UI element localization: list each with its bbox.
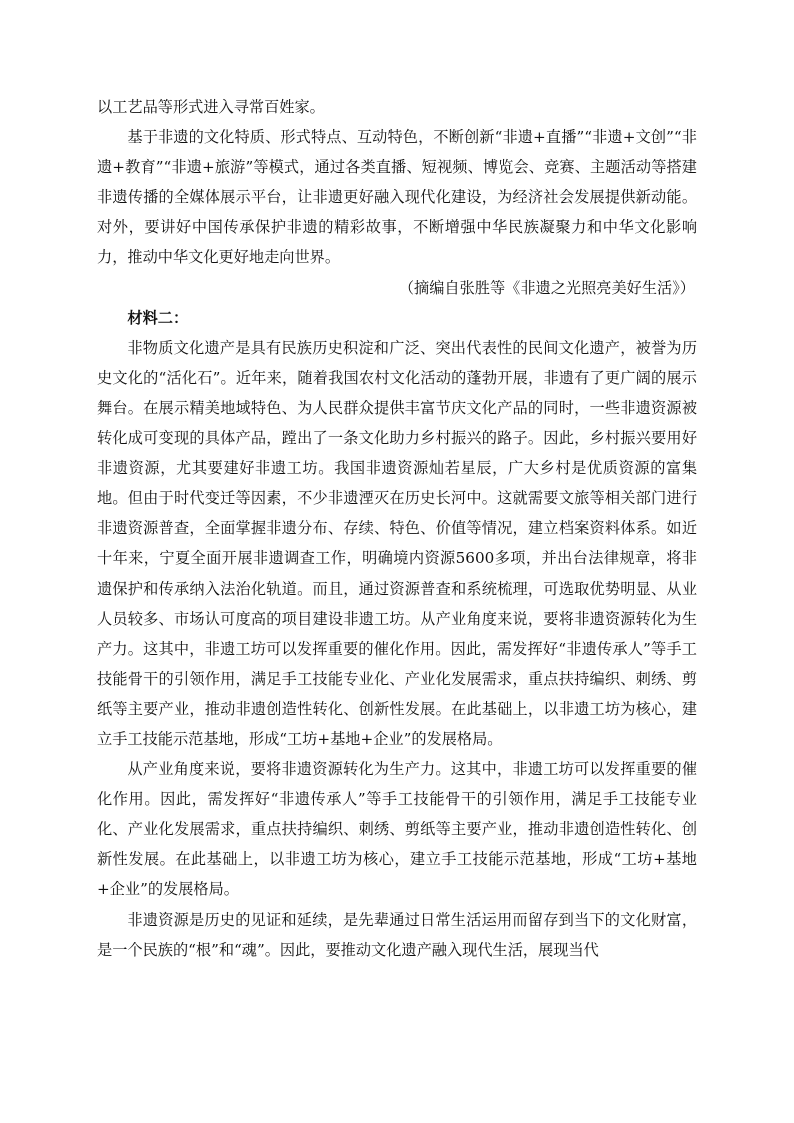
paragraph-heritage-roots: 非遗资源是历史的见证和延续，是先辈通过日常生活运用而留存到当下的文化财富，是一个民族的“根”和“魂”。因此，要推动文化遗产融入现代生活，展现当代: [97, 910, 697, 959]
paragraph-industry-perspective: 从产业角度来说，要将非遗资源转化为生产力。这其中，非遗工坊可以发挥重要的催化作用。因此，需发挥好“非遗传承人”等手工技能骨干的引领作用，满足手工技能专业化、产业化发展需求，重点扶持编织、刺绣、剪纸等主要产业，推动非遗创造性转化、创新性发展。在此基础上，以非遗工坊为核心，建立手工技能示范基地，形成“工坊+基地+企业”的发展格局。: [97, 760, 697, 899]
paragraph-continuation: 以工艺品等形式进入寻常百姓家。: [97, 98, 325, 116]
paragraph-innovation-models: 基于非遗的文化特质、形式特点、互动特色，不断创新“非遗+直播”“非遗+文创”“非遗+教育”“非遗+旅游”等模式，通过各类直播、短视频、博览会、竞赛、主题活动等搭建非遗传播的全媒体展示平台，让非遗更好融入现代化建设，为经济社会发展提供新动能。对外，要讲好中国传承保护非遗的精彩故事，不断增强中华民族凝聚力和中华文化影响力，推动中华文化更好地走向世界。: [97, 128, 697, 267]
document-body: [97, 92, 697, 965]
material-two-heading: 材料二：: [127, 308, 189, 327]
paragraph-intangible-heritage: 非物质文化遗产是具有民族历史积淀和广泛、突出代表性的民间文化遗产，被誉为历史文化的“活化石”。近年来，随着我国农村文化活动的蓬勃开展，非遗有了更广阔的展示舞台。在展示精美地域特色、为人民群众提供丰富节庆文化产品的同时，一些非遗资源被转化成可变现的具体产品，蹚出了一条文化助力乡村振兴的路子。因此，乡村振兴要用好非遗资源，尤其要建好非遗工坊。我国非遗资源灿若星辰，广大乡村是优质资源的富集地。但由于时代变迁等因素，不少非遗湮灭在历史长河中。这就需要文旅等相关部门进行非遗资源普查，全面掌握非遗分布、存续、特色、价值等情况，建立档案资料体系。如近十年来，宁夏全面开展非遗调查工作，明确境内资源5600多项，并出台法律规章，将非遗保护和传承纳入法治化轨道。而且，通过资源普查和系统梳理，可选取优势明显、从业人员较多、市场认可度高的项目建设非遗工坊。从产业角度来说，要将非遗资源转化为生产力。这其中，非遗工坊可以发挥重要的催化作用。因此，需发挥好“非遗传承人”等手工技能骨干的引领作用，满足手工技能专业化、产业化发展需求，重点扶持编织、刺绣、剪纸等主要产业，推动非遗创造性转化、创新性发展。在此基础上，以非遗工坊为核心，建立手工技能示范基地，形成“工坊+基地+企业”的发展格局。: [97, 338, 697, 748]
source-citation: （摘编自张胜等《非遗之光照亮美好生活》）: [398, 278, 695, 297]
